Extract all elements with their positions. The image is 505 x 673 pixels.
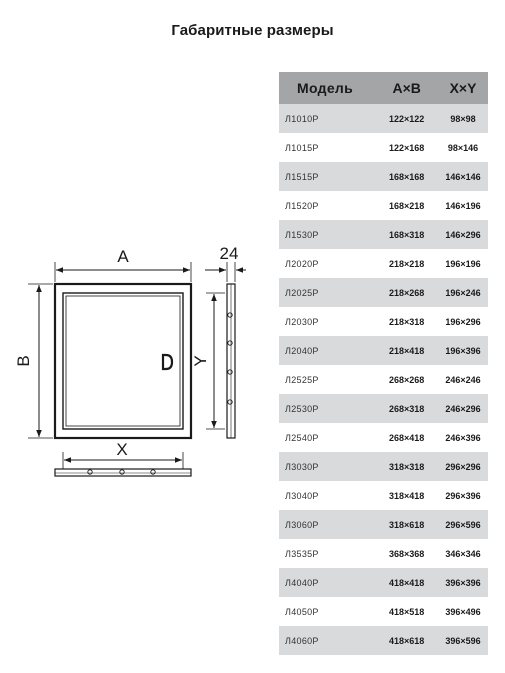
model-cell: Л3030Р [285, 461, 319, 472]
xy-cell: 396×396 [445, 577, 481, 588]
model-cell: Л2020Р [285, 258, 319, 269]
ab-cell: 218×218 [388, 258, 425, 269]
model-cell: Л3040Р [285, 490, 319, 501]
model-cell: Л1010Р [285, 113, 319, 124]
model-cell: Л2040Р [285, 345, 319, 356]
dim-b-label: B [14, 355, 33, 367]
xy-cell: 296×296 [445, 461, 481, 472]
ab-cell: 168×168 [388, 171, 425, 182]
table-row [279, 539, 488, 568]
dim-y-label: Y [191, 355, 210, 367]
ab-cell: 218×418 [388, 345, 425, 356]
model-cell: Л2540Р [285, 432, 319, 443]
table-row [279, 133, 488, 162]
page-title: Габаритные размеры [171, 22, 334, 39]
xy-cell: 296×396 [445, 490, 481, 501]
xy-cell: 146×196 [445, 200, 481, 211]
xy-cell: 346×346 [445, 548, 481, 559]
dimensions-table [279, 72, 488, 655]
xy-cell: 146×296 [445, 229, 481, 240]
dim-depth-label: 24 [219, 244, 239, 263]
ab-cell: 168×218 [388, 200, 425, 211]
model-cell: Л1520Р [285, 200, 319, 211]
ab-cell: 418×518 [388, 606, 425, 617]
xy-cell: 396×496 [445, 606, 481, 617]
model-cell: Л2025Р [285, 287, 319, 298]
ab-cell: 122×122 [388, 113, 425, 124]
table-row [279, 394, 488, 423]
xy-cell: 246×246 [445, 374, 481, 385]
xy-cell: 396×596 [445, 635, 481, 646]
ab-cell: 218×318 [388, 316, 425, 327]
model-cell: Л4040Р [285, 577, 319, 588]
door-handle [163, 355, 172, 369]
table-row [279, 452, 488, 481]
table-row [279, 481, 488, 510]
xy-cell: 246×396 [445, 432, 481, 443]
dim-a-label: A [117, 247, 129, 266]
model-cell: Л4060Р [285, 635, 319, 646]
table-row [279, 191, 488, 220]
ab-cell: 368×368 [388, 548, 425, 559]
xy-cell: 196×396 [445, 345, 481, 356]
hatch-frame-inner [63, 293, 183, 429]
model-cell: Л2525Р [285, 374, 319, 385]
table-header-row [279, 72, 488, 104]
ab-cell: 218×268 [388, 287, 425, 298]
model-cell: Л3060Р [285, 519, 319, 530]
ab-cell: 122×168 [388, 142, 425, 153]
ab-cell: 268×418 [388, 432, 425, 443]
model-cell: Л4050Р [285, 606, 319, 617]
xy-cell: 146×146 [445, 171, 481, 182]
xy-cell: 196×196 [445, 258, 481, 269]
ab-cell: 318×418 [388, 490, 425, 501]
model-cell: Л2530Р [285, 403, 319, 414]
table-body [279, 104, 488, 655]
model-cell: Л1015Р [285, 142, 319, 153]
xy-cell: 196×296 [445, 316, 481, 327]
table-row [279, 510, 488, 539]
table-row [279, 336, 488, 365]
header-ab: A×B [392, 80, 421, 96]
table-row [279, 365, 488, 394]
xy-cell: 246×296 [445, 403, 481, 414]
ab-cell: 268×318 [388, 403, 425, 414]
dim-x-label: X [116, 440, 128, 459]
table-row [279, 307, 488, 336]
ab-cell: 168×318 [388, 229, 425, 240]
dimension-drawing [0, 0, 270, 500]
ab-cell: 318×618 [388, 519, 425, 530]
ab-cell: 318×318 [388, 461, 425, 472]
table-row [279, 597, 488, 626]
table-row [279, 162, 488, 191]
table-row [279, 104, 488, 133]
xy-cell: 296×596 [445, 519, 481, 530]
table-row [279, 220, 488, 249]
ab-cell: 418×418 [388, 577, 425, 588]
table-row [279, 423, 488, 452]
ab-cell: 418×618 [388, 635, 425, 646]
xy-cell: 196×246 [445, 287, 481, 298]
model-cell: Л3535Р [285, 548, 319, 559]
model-cell: Л2030Р [285, 316, 319, 327]
table-row [279, 249, 488, 278]
xy-cell: 98×146 [447, 142, 479, 153]
header-xy: X×Y [449, 80, 477, 96]
table-row [279, 278, 488, 307]
model-cell: Л1515Р [285, 171, 319, 182]
ab-cell: 268×268 [388, 374, 425, 385]
table-row [279, 626, 488, 655]
xy-cell: 98×98 [450, 113, 476, 124]
header-model: Модель [297, 80, 354, 96]
hatch-frame-outer [55, 284, 191, 438]
table-row [279, 568, 488, 597]
model-cell: Л1530Р [285, 229, 319, 240]
